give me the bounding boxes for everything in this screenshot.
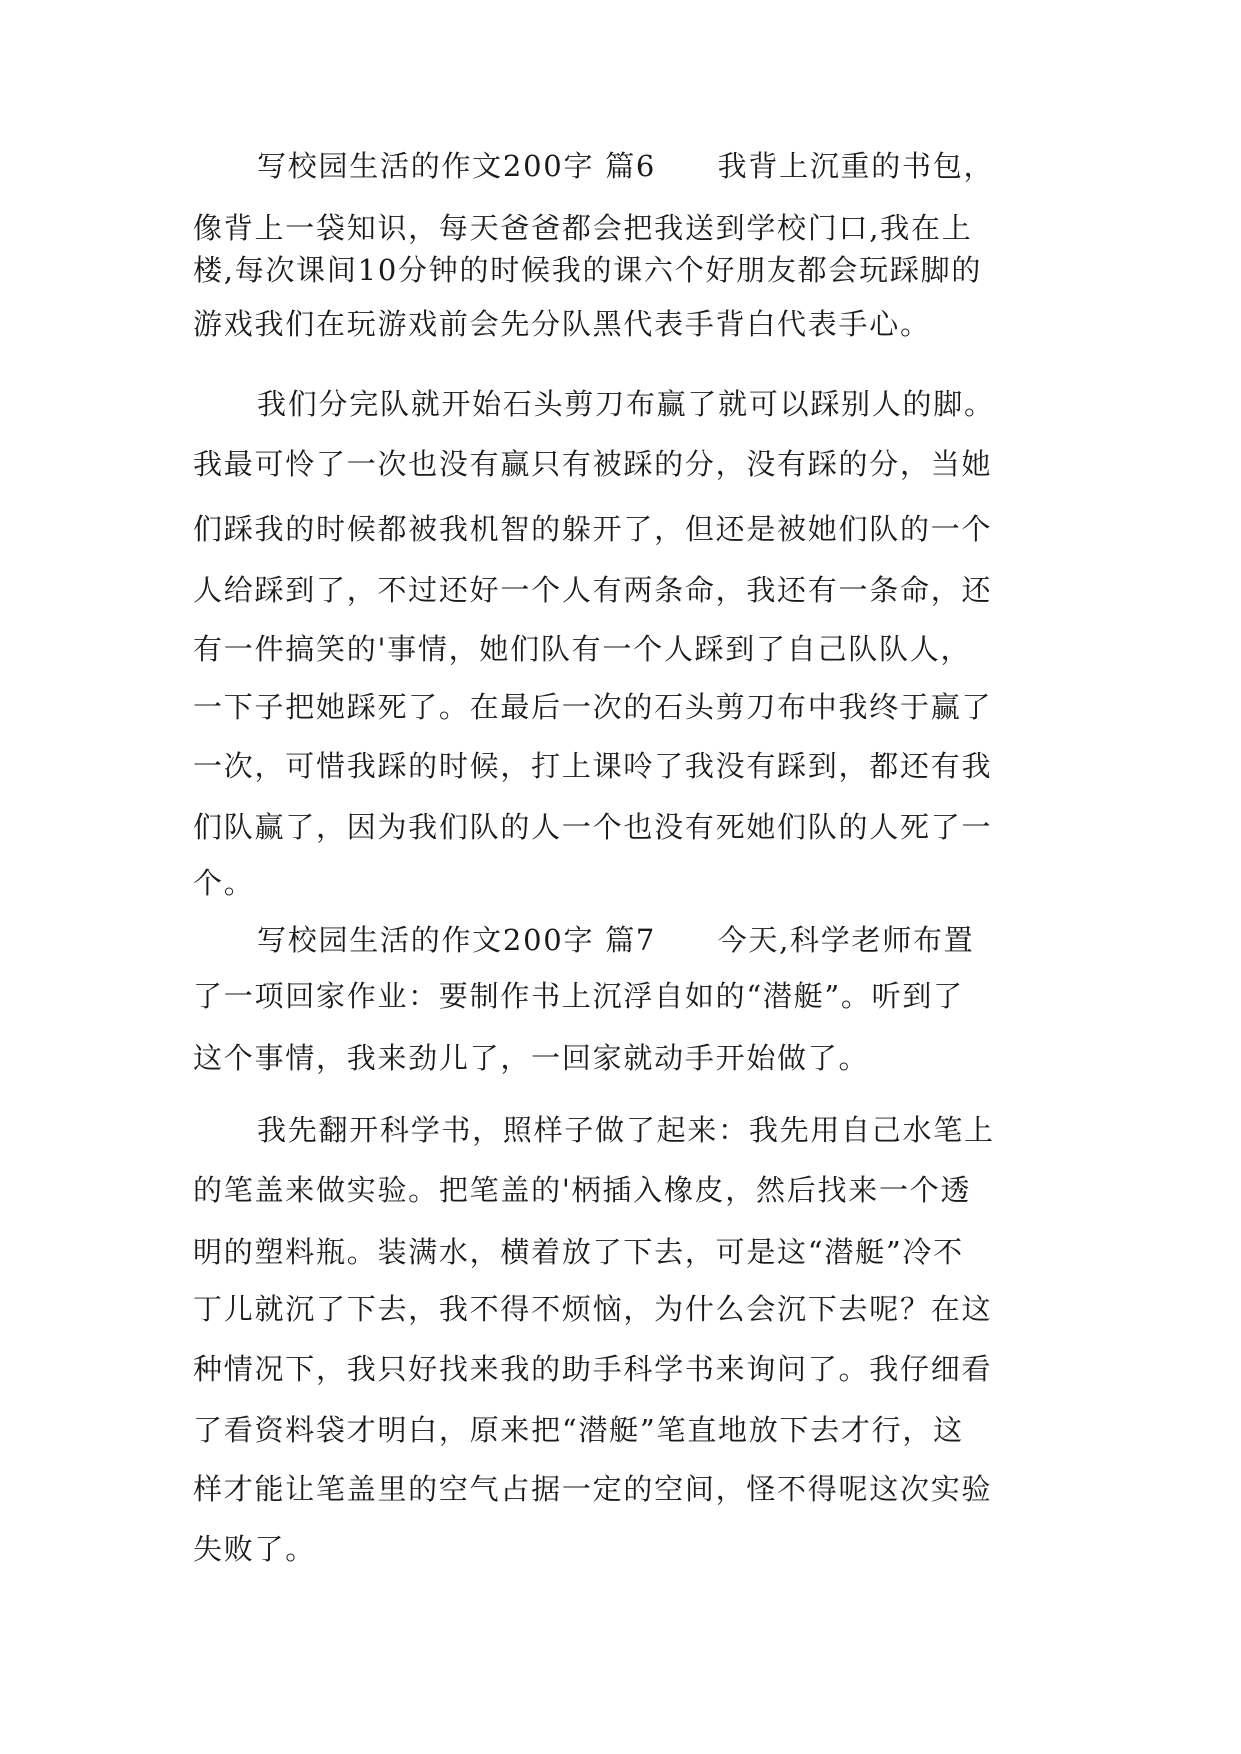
text-line: 们踩我的时候都被我机智的躲开了，但还是被她们队的一个: [193, 512, 993, 546]
text-line: 了看资料袋才明白，原来把“潜艇”笔直地放下去才行，这: [193, 1413, 964, 1447]
text-line: 的笔盖来做实验。把笔盖的'柄插入橡皮，然后找来一个透: [193, 1173, 972, 1207]
text-line: 人给踩到了，不过还好一个人有两条命，我还有一条命，还: [193, 573, 993, 607]
text-line: 这个事情，我来劲儿了，一回家就动手开始做了。: [193, 1041, 870, 1075]
text-line: 失败了。: [193, 1532, 316, 1566]
text-line: 我先翻开科学书，照样子做了起来：我先用自己水笔上: [257, 1113, 995, 1147]
text-line: 丁儿就沉了下去，我不得不烦恼，为什么会沉下去呢？在这: [193, 1292, 993, 1326]
text-line: 们队赢了，因为我们队的人一个也没有死她们队的人死了一: [193, 810, 993, 844]
text-line: 楼,每次课间10分钟的时候我的课六个好朋友都会玩踩脚的: [193, 253, 983, 287]
text-line: 种情况下，我只好找来我的助手科学书来询问了。我仔细看: [193, 1352, 993, 1386]
text-line: 一次，可惜我踩的时候，打上课呤了我没有踩到，都还有我: [193, 749, 993, 783]
text-line: 明的塑料瓶。装满水，横着放了下去，可是这“潜艇”冷不: [193, 1235, 964, 1269]
text-line: 游戏我们在玩游戏前会先分队黑代表手背白代表手心。: [193, 307, 931, 341]
text-line: 样才能让笔盖里的空气占据一定的空间，怪不得呢这次实验: [193, 1472, 993, 1506]
text-line: 了一项回家作业：要制作书上沉浮自如的“潜艇”。听到了: [193, 979, 964, 1013]
text-line: 写校园生活的作文200字 篇7 今天,科学老师布置: [257, 923, 975, 957]
text-line: 个。: [193, 866, 255, 900]
text-line: 我们分完队就开始石头剪刀布赢了就可以踩别人的脚。: [257, 387, 995, 421]
text-line: 我最可怜了一次也没有赢只有被踩的分，没有踩的分，当她: [193, 447, 993, 481]
text-line: 像背上一袋知识，每天爸爸都会把我送到学校门口,我在上: [193, 211, 973, 245]
text-line: 有一件搞笑的'事情，她们队有一个人踩到了自己队队人，: [193, 632, 972, 666]
text-line: 写校园生活的作文200字 篇6 我背上沉重的书包，: [257, 149, 995, 183]
text-line: 一下子把她踩死了。在最后一次的石头剪刀布中我终于赢了: [193, 690, 993, 724]
